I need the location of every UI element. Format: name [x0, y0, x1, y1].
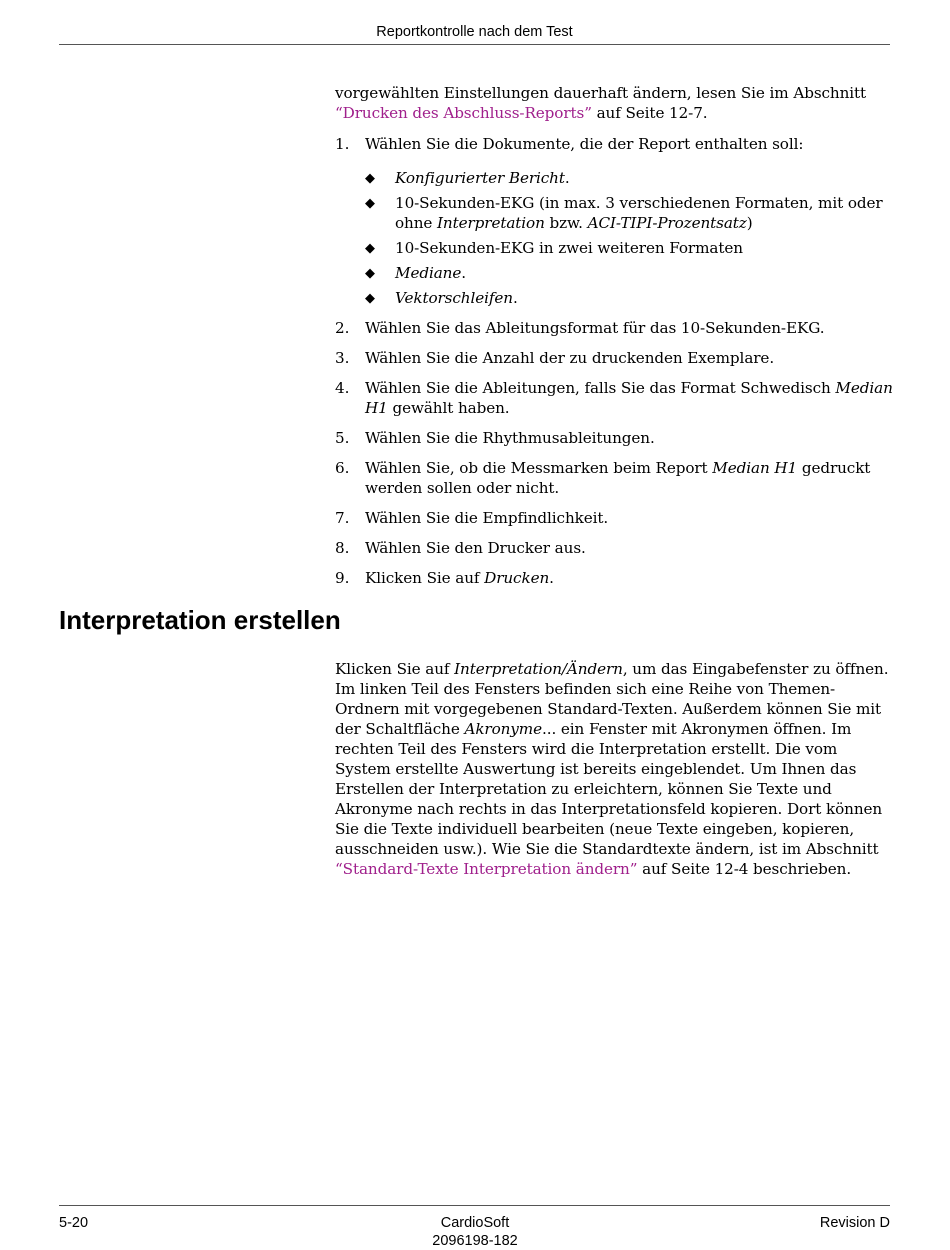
intro-paragraph [335, 83, 895, 123]
diamond-bullet-icon: ◆ [365, 171, 375, 186]
bullet-item [365, 263, 895, 283]
diamond-bullet-icon: ◆ [365, 241, 375, 256]
paragraph-emphasis: Interpretation/Ändern [454, 660, 623, 678]
step-text: Klicken Sie auf [365, 569, 485, 587]
step-4 [335, 378, 895, 418]
paragraph-text: auf Seite 12-4 beschrieben. [637, 860, 852, 878]
step-9 [335, 568, 895, 588]
intro-page-ref: auf Seite 12-7. [591, 104, 708, 122]
step-text: Wählen Sie das Ableitungsformat für das 10-Sekunden-EKG. [365, 319, 825, 337]
document-bullet-list [365, 168, 895, 308]
bullet-emphasis: ACI-TIPI-Prozentsatz [587, 214, 747, 232]
step-emphasis: Median H1 [365, 379, 893, 417]
bullet-text: 10-Sekunden-EKG in zwei weiteren Formaten [395, 239, 743, 257]
step-1 [335, 134, 895, 308]
step-emphasis: Median H1 [712, 459, 798, 477]
step-list [335, 134, 895, 598]
step-7 [335, 508, 895, 528]
bullet-text: bzw. [544, 214, 588, 232]
step-2 [335, 318, 895, 338]
product-name: CardioSoft [440, 1215, 510, 1231]
step-number: 2. [335, 319, 350, 337]
bullet-item [365, 288, 895, 308]
step-number: 5. [335, 429, 350, 447]
diamond-bullet-icon: ◆ [365, 266, 375, 281]
bullet-item [365, 238, 895, 258]
footer-center [375, 1214, 575, 1250]
step-3 [335, 348, 895, 368]
step-emphasis: Drucken [484, 569, 550, 587]
footer-divider [59, 1205, 890, 1206]
bullet-item [365, 168, 895, 188]
step-text: Wählen Sie den Drucker aus. [365, 539, 586, 557]
bullet-emphasis: Interpretation [437, 214, 545, 232]
step-text: Wählen Sie die Empfindlichkeit. [365, 509, 609, 527]
step-number: 9. [335, 569, 350, 587]
step-text: Wählen Sie die Ableitungen, falls Sie das Format Schwedisch [365, 379, 836, 397]
page-number: 5-20 [59, 1215, 89, 1231]
paragraph-text: ... ein Fenster mit Akronymen öffnen. Im rechten Teil des Fensters wird die Interpretation erstellt. Die vom System erstellte Auswertung ist bereits eingeblendet. Um Ihnen das Erstellen der Interpretation zu erleichtern, können Sie Texte und Akronyme nach rechts in das Interpretationsfeld kopieren. Dort können Sie die Texte individuell bearbeiten (neue Texte eingeben, kopieren, ausschneiden usw.). Wie Sie die Standardtexte ändern, ist im Abschnitt [335, 720, 883, 858]
step-number: 6. [335, 459, 350, 477]
bullet-text: . [461, 264, 466, 282]
header-divider [59, 44, 890, 45]
step-text: . [549, 569, 554, 587]
bullet-emphasis: Vektorschleifen [395, 289, 513, 307]
intro-text: vorgewählten Einstellungen dauerhaft ändern, lesen Sie im Abschnitt [335, 84, 867, 102]
diamond-bullet-icon: ◆ [365, 291, 375, 306]
cross-reference-link-drucken[interactable]: “Drucken des Abschluss-Reports” [335, 104, 592, 122]
bullet-text: . [564, 169, 570, 187]
bullet-item [365, 193, 895, 233]
step-number: 3. [335, 349, 350, 367]
step-number: 7. [335, 509, 350, 527]
step-text: Wählen Sie die Anzahl der zu druckenden Exemplare. [365, 349, 775, 367]
paragraph-emphasis: Akronyme [464, 720, 542, 738]
cross-reference-link-standard-texte[interactable]: “Standard-Texte Interpretation ändern” [335, 860, 638, 878]
bullet-text: ) [746, 214, 753, 232]
step-6 [335, 458, 895, 498]
document-number: 2096198-182 [432, 1233, 518, 1249]
paragraph-text: , um das Eingabefenster zu öffnen. Im linken Teil des Fensters befinden sich eine Reihe von Themen-Ordnern mit vorgegebenen Standard-Texten. Außerdem können Sie mit der Schaltfläche [335, 660, 889, 738]
step-number: 1. [335, 135, 350, 153]
step-5 [335, 428, 895, 448]
step-text: gewählt haben. [387, 399, 510, 417]
step-number: 8. [335, 539, 350, 557]
section-paragraph [335, 659, 895, 879]
step-text: Wählen Sie die Dokumente, die der Report enthalten soll: [365, 135, 804, 153]
section-heading: Interpretation erstellen [59, 605, 341, 635]
step-8 [335, 538, 895, 558]
step-text: gedruckt werden sollen oder nicht. [365, 459, 871, 497]
step-number: 4. [335, 379, 350, 397]
running-header: Reportkontrolle nach dem Test [376, 24, 573, 40]
diamond-bullet-icon: ◆ [365, 196, 375, 211]
step-text: Wählen Sie die Rhythmusableitungen. [365, 429, 655, 447]
bullet-text: . [512, 289, 518, 307]
revision-label: Revision D [819, 1215, 890, 1231]
bullet-text: 10-Sekunden-EKG (in max. 3 verschiedenen Formaten, mit oder ohne [395, 194, 883, 232]
bullet-emphasis: Konfigurierter Bericht [395, 169, 565, 187]
paragraph-text: Klicken Sie auf [335, 660, 455, 678]
step-text: Wählen Sie, ob die Messmarken beim Report [365, 459, 713, 477]
bullet-emphasis: Mediane [395, 264, 462, 282]
